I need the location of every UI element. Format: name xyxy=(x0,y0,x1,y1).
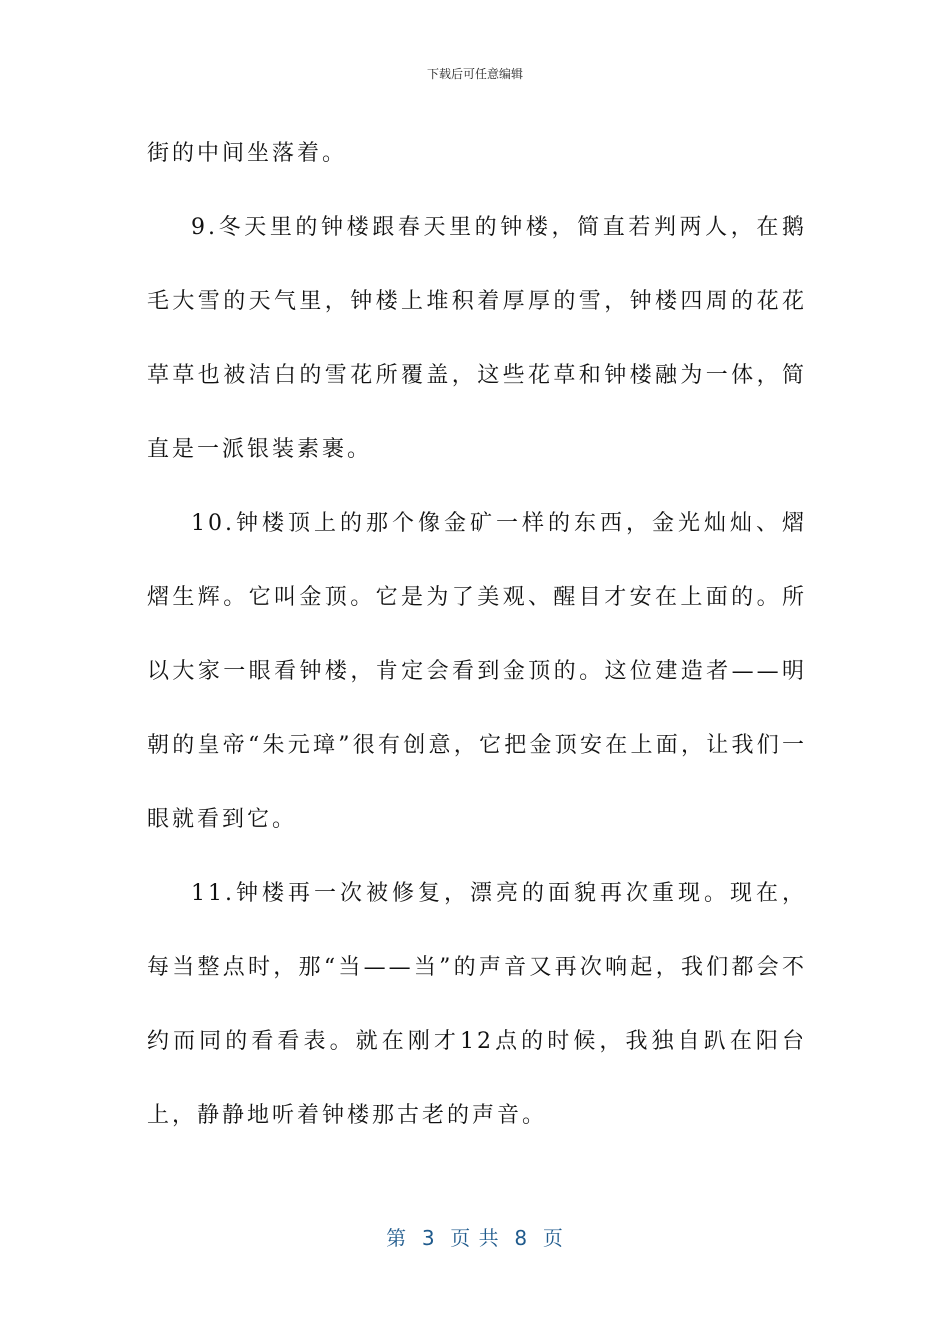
document-body xyxy=(147,117,807,1153)
page-number: 第 3 页 共 8 页 xyxy=(386,1226,564,1250)
paragraph-10: 10.钟楼顶上的那个像金矿一样的东西，金光灿灿、熠熠生辉。它叫金顶。它是为了美观、醒目才安在上面的。所以大家一眼看钟楼，肯定会看到金顶的。这位建造者——明朝的皇帝“朱元璋”很有创意，它把金顶安在上面，让我们一眼就看到它。 xyxy=(147,511,807,832)
paragraph-continuation: 街的中间坐落着。 xyxy=(147,141,348,166)
paragraph-11: 11.钟楼再一次被修复，漂亮的面貌再次重现。现在，每当整点时，那“当——当”的声音又再次响起，我们都会不约而同的看看表。就在刚才12点的时候，我独自趴在阳台上，静静地听着钟楼那古老的声音。 xyxy=(147,881,807,1128)
paragraph-9: 9.冬天里的钟楼跟春天里的钟楼，简直若判两人，在鹅毛大雪的天气里，钟楼上堆积着厚厚的雪，钟楼四周的花花草草也被洁白的雪花所覆盖，这些花草和钟楼融为一体，简直是一派银装素裹。 xyxy=(147,215,807,462)
page-header: 下载后可任意编辑 xyxy=(426,67,523,81)
page-footer xyxy=(0,1224,950,1252)
